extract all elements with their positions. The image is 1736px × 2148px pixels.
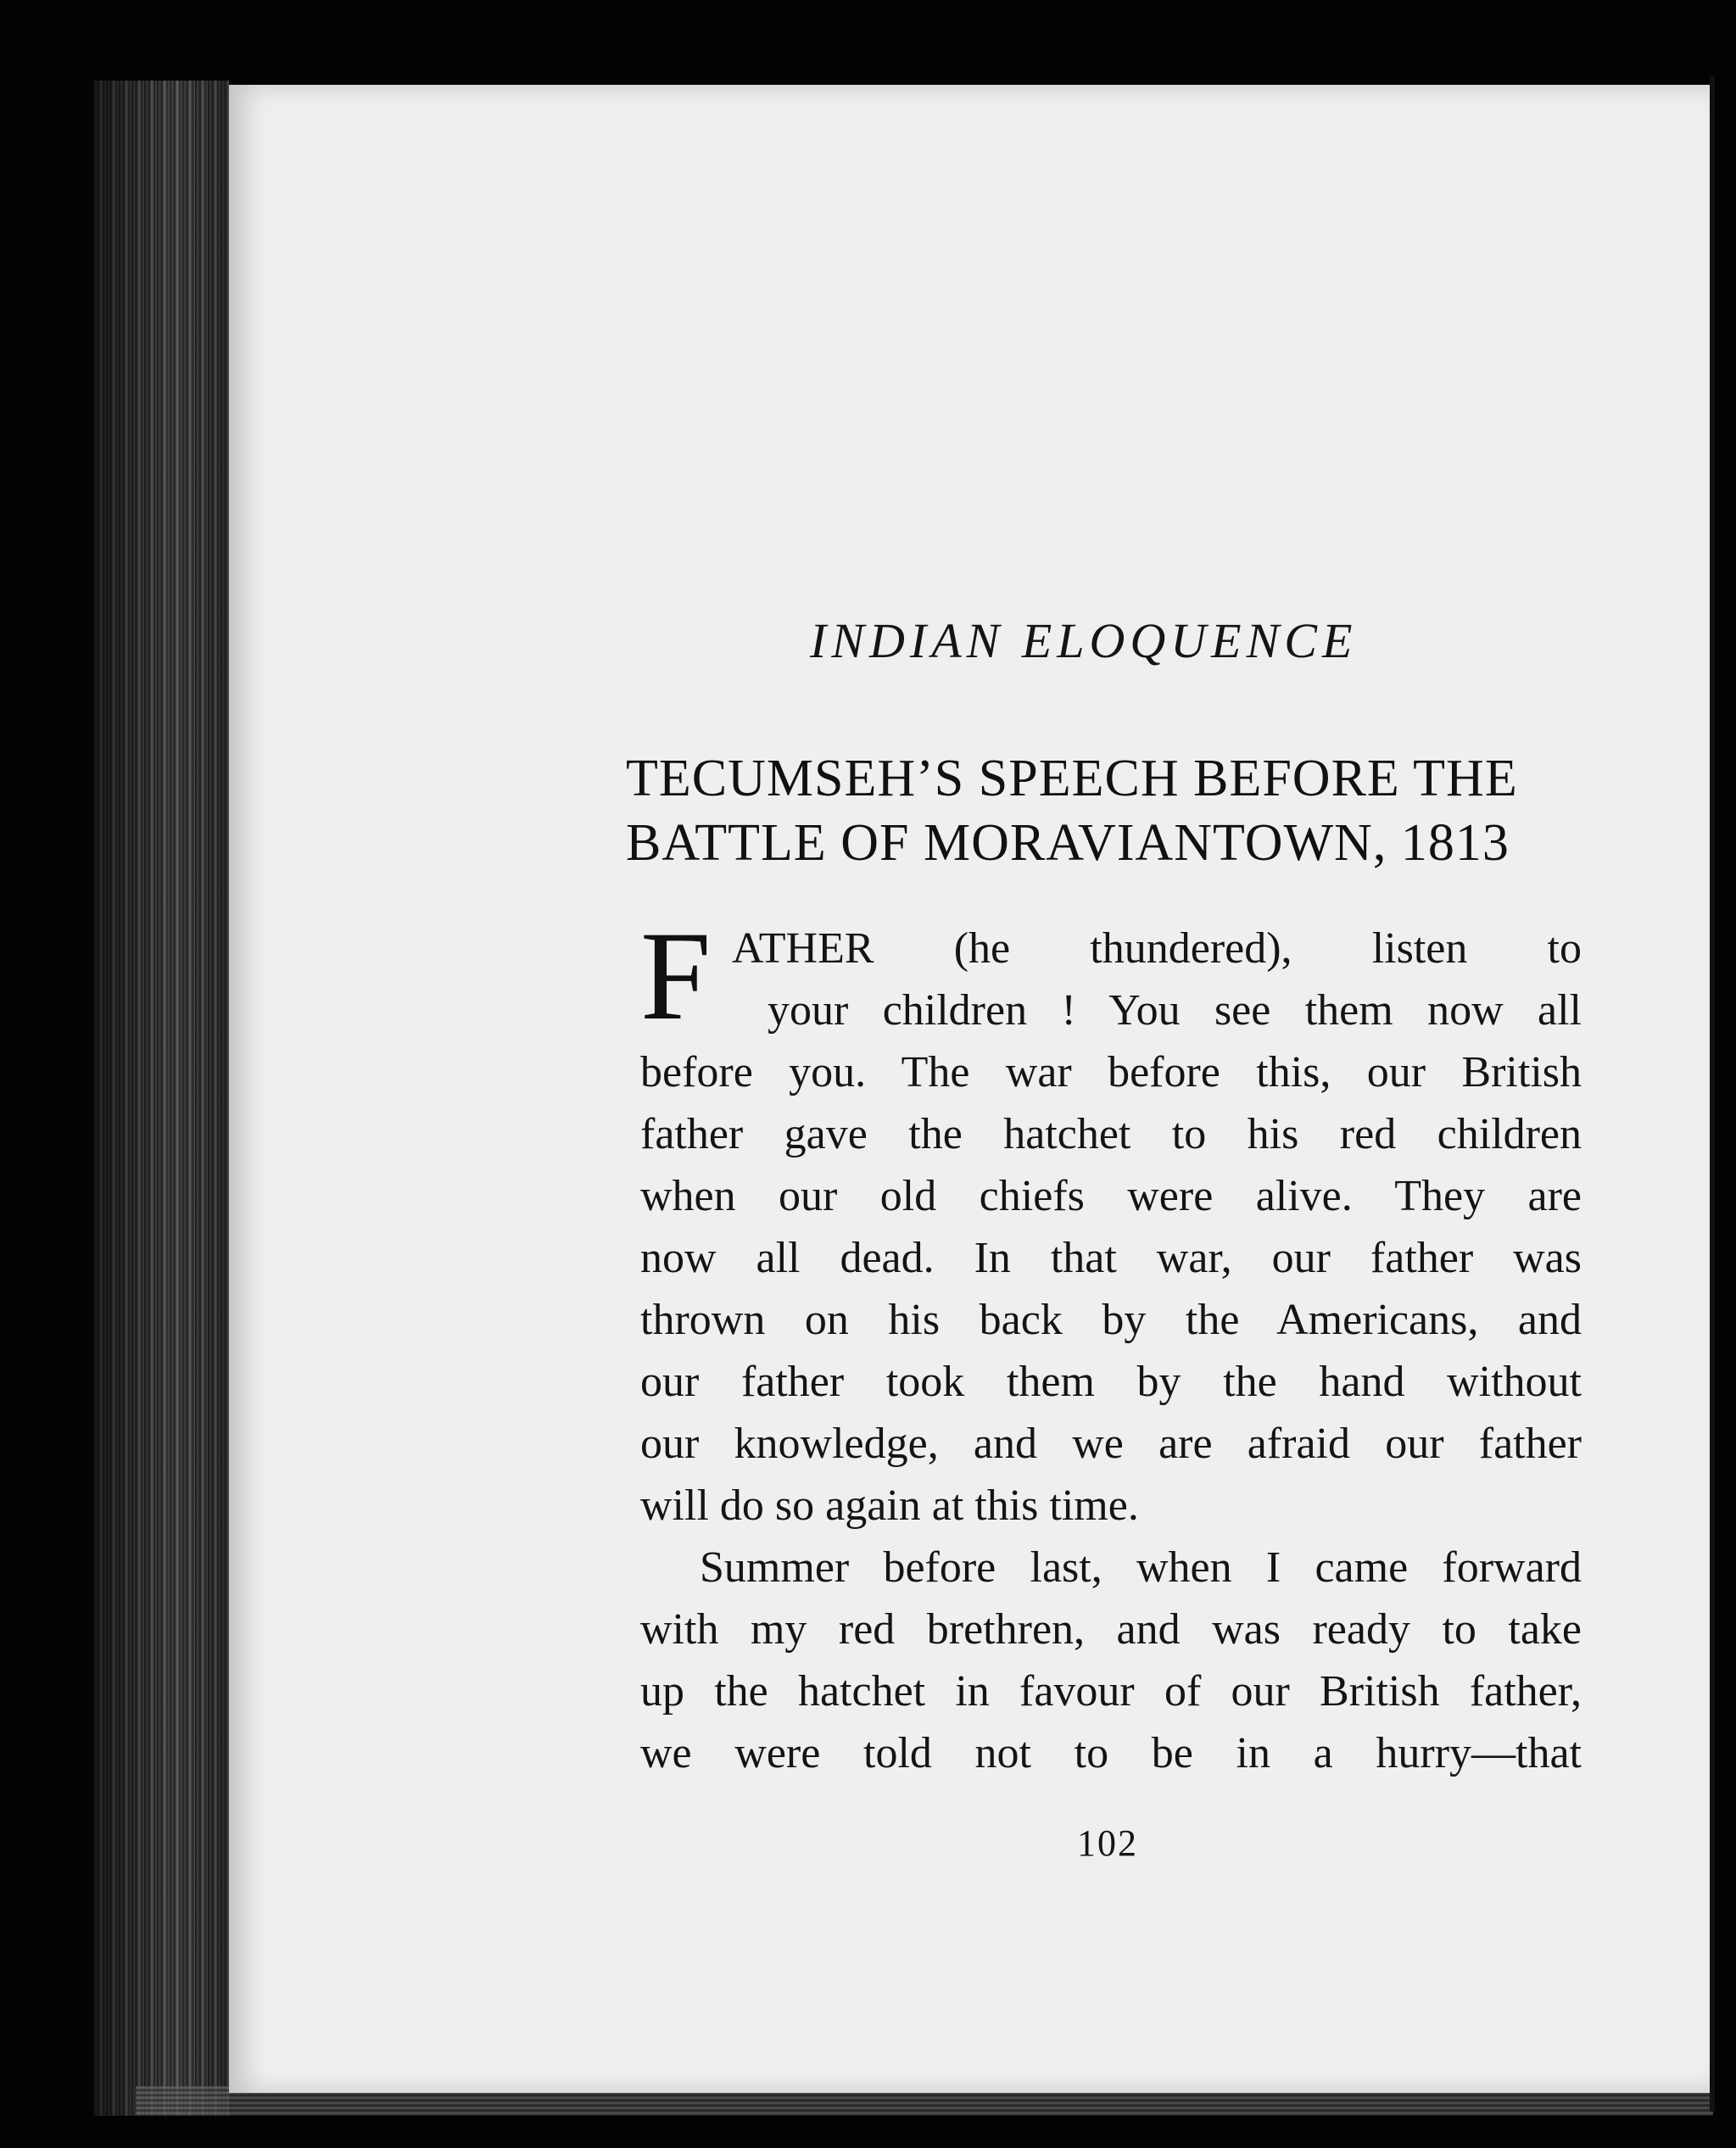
- chapter-title: [626, 746, 1567, 875]
- page-number: 102: [1077, 1822, 1138, 1864]
- text-line: we were told not to be in a hurry—that: [640, 1729, 1582, 1777]
- body-text: [640, 906, 1582, 1784]
- running-head: INDIAN ELOQUENCE: [810, 613, 1358, 668]
- text-line: before you. The war before this, our British: [640, 1048, 1582, 1096]
- page-edges-shadow: [93, 81, 229, 2116]
- text-line: when our old chiefs were alive. They are: [640, 1172, 1582, 1220]
- drop-cap: F: [640, 906, 712, 1046]
- text-line: ATHER (he thundered), listen to: [732, 924, 1582, 973]
- text-line: our father took them by the hand without: [640, 1358, 1582, 1406]
- chapter-title-line-2: BATTLE OF MORAVIANTOWN, 1813: [626, 814, 1510, 872]
- text-line: with my red brethren, and was ready to take: [640, 1605, 1582, 1654]
- text-line: thrown on his back by the Americans, and: [640, 1296, 1582, 1344]
- text-line: your children ! You see them now all: [768, 986, 1582, 1035]
- text-line: up the hatchet in favour of our British father,: [640, 1667, 1582, 1716]
- page-right-border: [1710, 76, 1715, 2112]
- text-line: our knowledge, and we are afraid our father: [640, 1420, 1582, 1468]
- chapter-title-line-1: TECUMSEH’S SPEECH BEFORE THE: [626, 750, 1518, 807]
- text-line: now all dead. In that war, our father was: [640, 1234, 1582, 1282]
- text-line: will do so again at this time.: [640, 1481, 1139, 1530]
- text-line: Summer before last, when I came forward: [700, 1543, 1582, 1592]
- text-line: father gave the hatchet to his red children: [640, 1110, 1582, 1158]
